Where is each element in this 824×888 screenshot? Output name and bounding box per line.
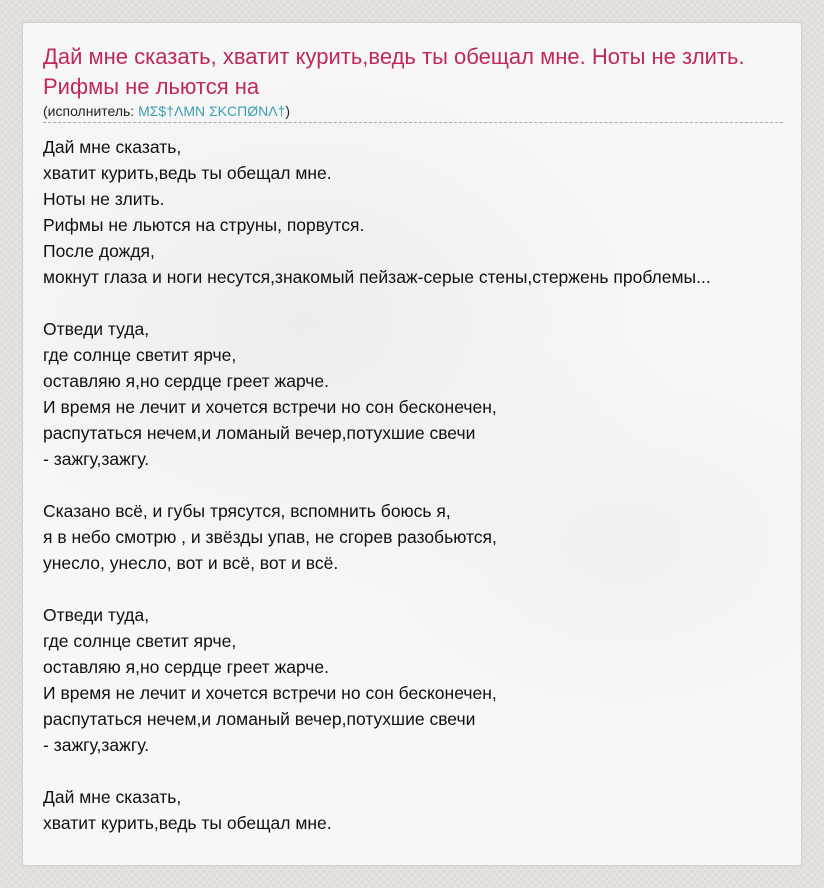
- lyric-line: распутаться нечем,и ломаный вечер,потухшие свечи: [43, 423, 476, 443]
- lyric-line: [43, 472, 824, 498]
- lyric-line: унесло, унесло, вот и всё, вот и всё.: [43, 553, 339, 573]
- lyric-line: я в небо смотрю , и звёзды упав, не сгорев разобьются,: [43, 527, 497, 547]
- lyric-line: И время не лечит и хочется встречи но сон бесконечен,: [43, 683, 497, 703]
- lyric-line: Отведи туда,: [43, 605, 150, 625]
- artist-line: [43, 102, 783, 123]
- lyrics-text: [43, 134, 824, 836]
- lyrics-card: [22, 22, 802, 866]
- lyric-line: где солнце светит ярче,: [43, 631, 237, 651]
- lyric-line: Дай мне сказать,: [43, 137, 182, 157]
- lyric-line: Рифмы не льются на струны, порвутся.: [43, 215, 365, 235]
- lyric-line: [43, 576, 824, 602]
- artist-prefix: (исполнитель:: [43, 103, 139, 119]
- lyric-line: Дай мне сказать,: [43, 787, 182, 807]
- lyric-line: хватит курить,ведь ты обещал мне.: [43, 813, 332, 833]
- artist-suffix: ): [285, 103, 291, 119]
- lyric-line: оставляю я,но сердце греет жарче.: [43, 657, 330, 677]
- lyric-line: Сказано всё, и губы трясутся, вспомнить боюсь я,: [43, 501, 451, 521]
- lyric-line: оставляю я,но сердце греет жарче.: [43, 371, 330, 391]
- lyric-line: - зажгу,зажгу.: [43, 735, 150, 755]
- lyric-line: хватит курить,ведь ты обещал мне.: [43, 163, 332, 183]
- lyric-line: [43, 290, 824, 316]
- lyric-line: - зажгу,зажгу.: [43, 449, 150, 469]
- lyric-line: распутаться нечем,и ломаный вечер,потухшие свечи: [43, 709, 476, 729]
- lyric-line: мокнут глаза и ноги несутся,знакомый пейзаж-серые стены,стержень проблемы...: [43, 267, 711, 287]
- lyric-line: Ноты не злить.: [43, 189, 165, 209]
- artist-link[interactable]: ΜΣ$†ΛΜΝ ΣΚCΠØΝΛ†: [138, 103, 286, 119]
- lyric-line: [43, 758, 824, 784]
- song-title: Дай мне сказать, хватит курить,ведь ты обещал мне. Ноты не злить. Рифмы не льются на: [43, 44, 745, 99]
- lyric-line: После дождя,: [43, 241, 155, 261]
- lyric-line: Отведи туда,: [43, 319, 150, 339]
- lyric-line: где солнце светит ярче,: [43, 345, 237, 365]
- lyric-line: И время не лечит и хочется встречи но сон бесконечен,: [43, 397, 497, 417]
